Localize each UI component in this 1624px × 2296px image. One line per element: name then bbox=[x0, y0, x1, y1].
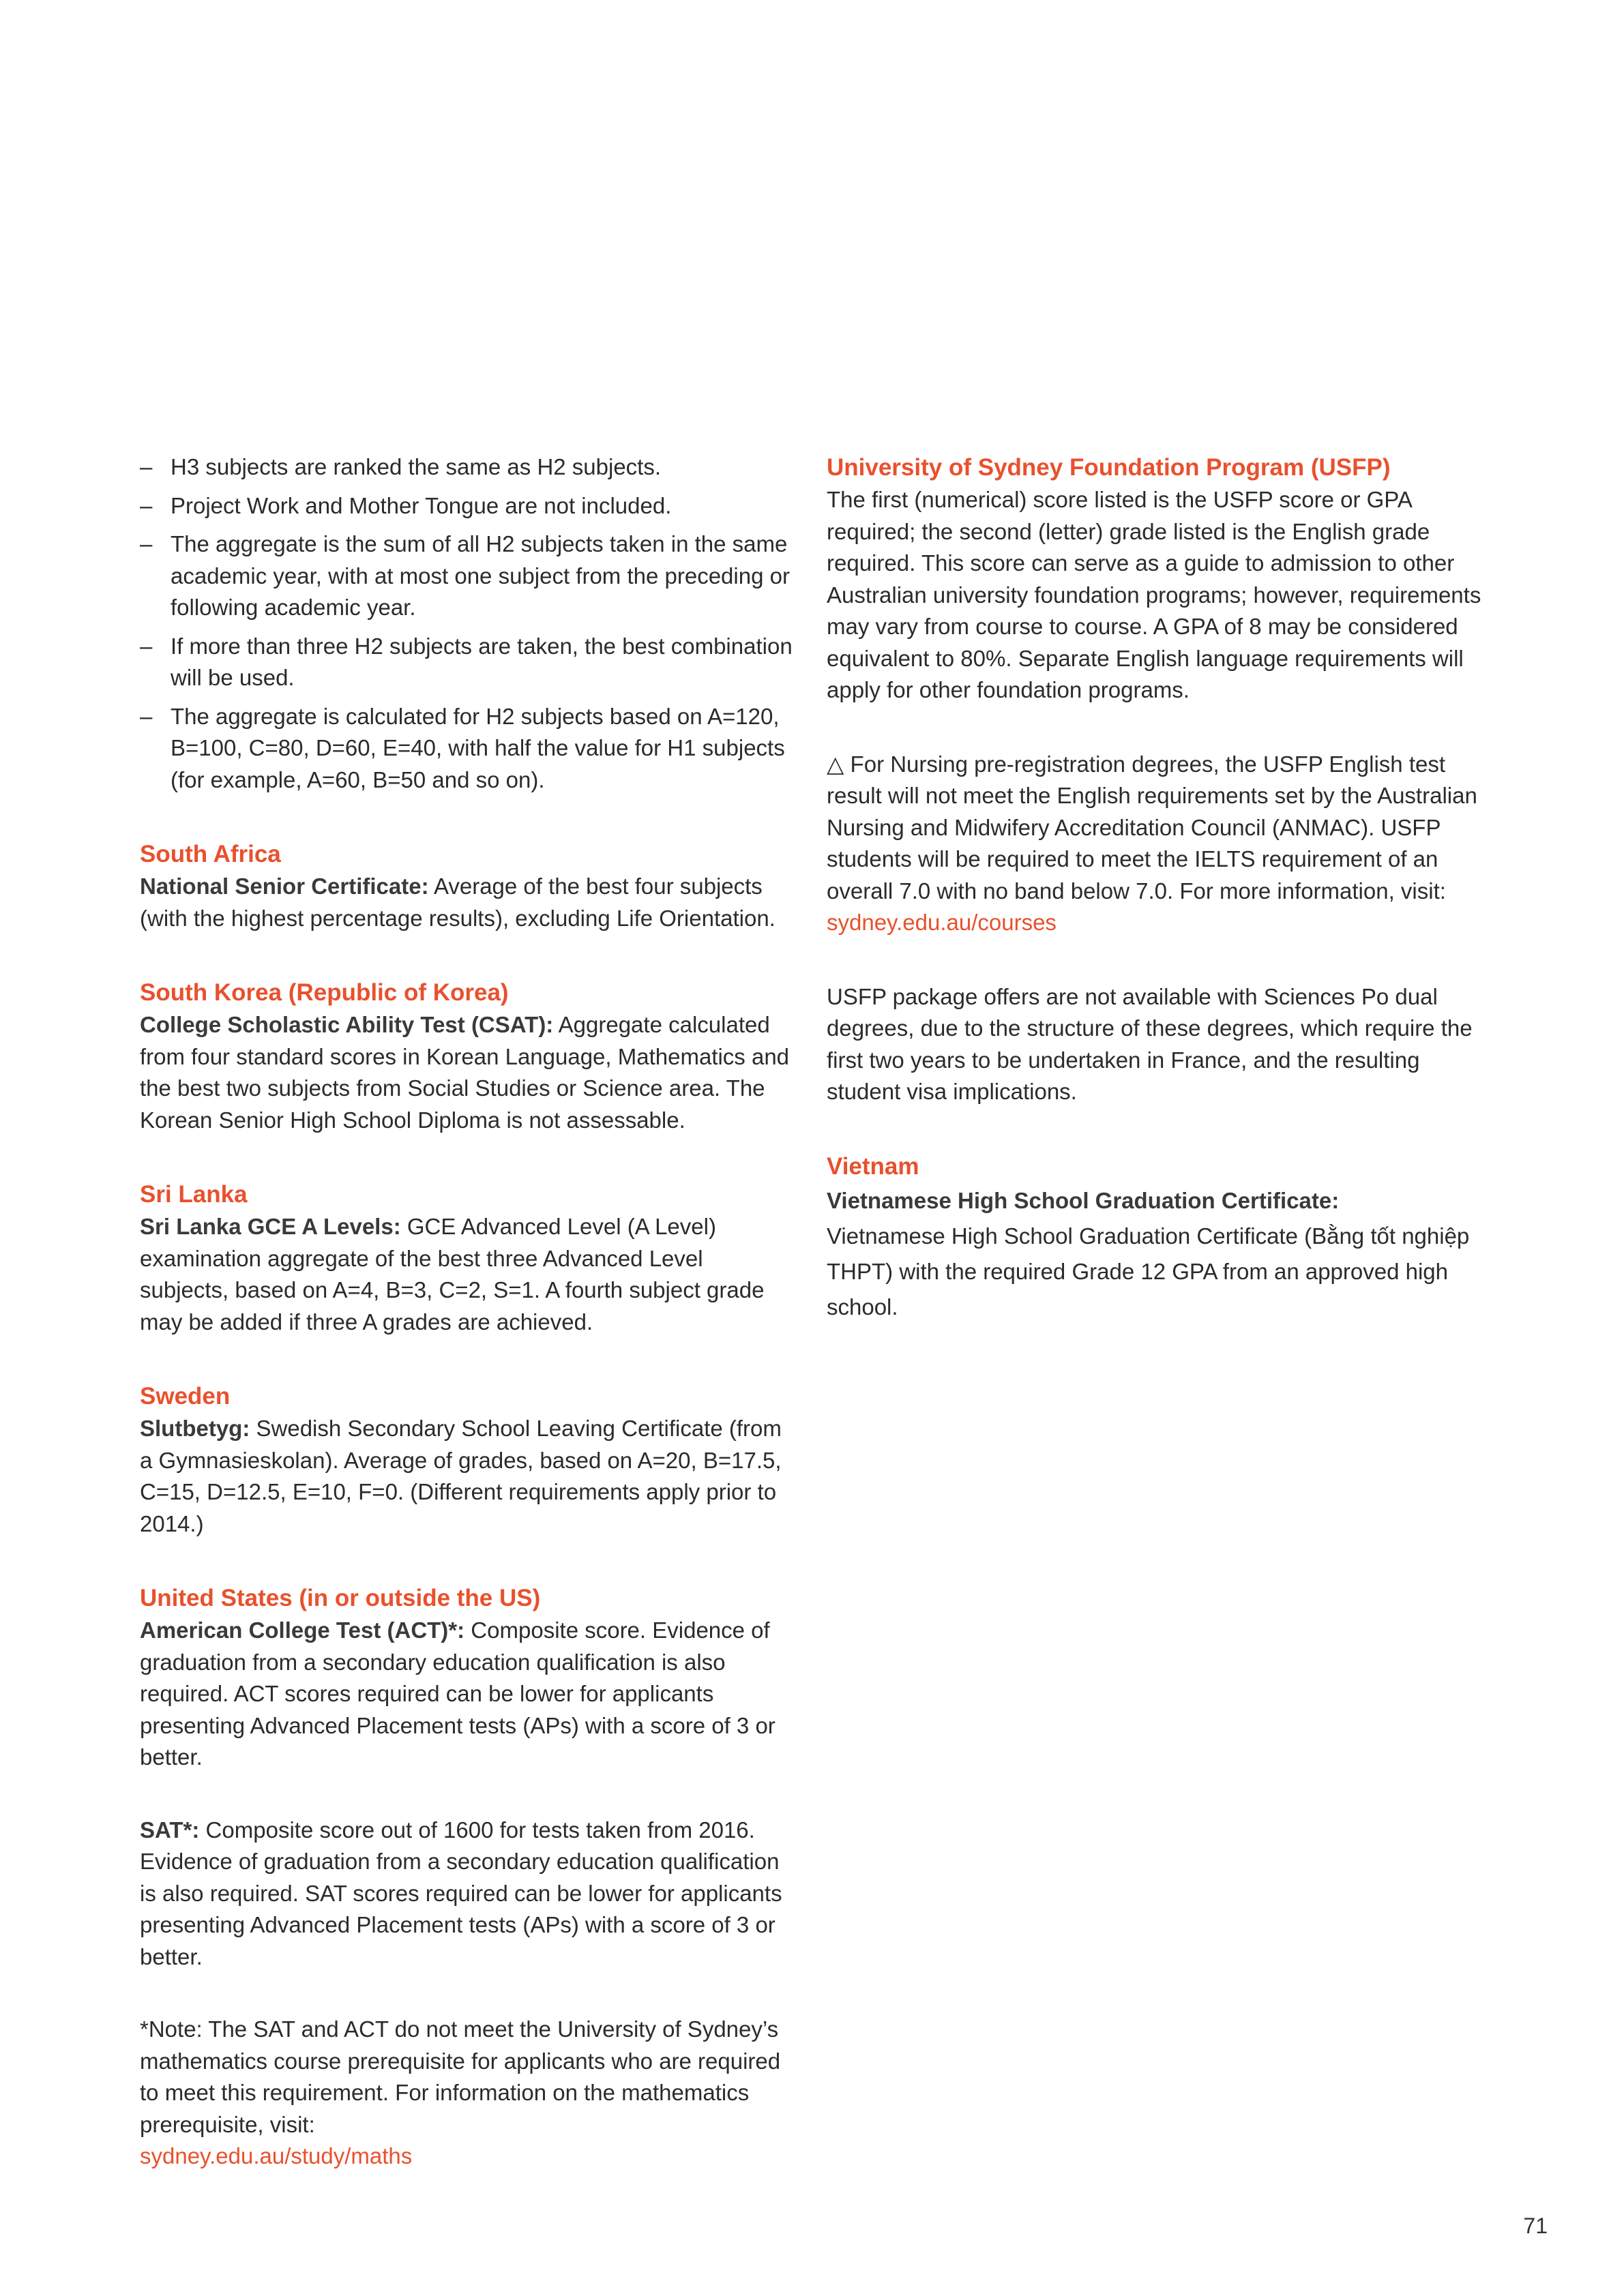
vietnam-lead: Vietnamese High School Graduation Certificate: bbox=[827, 1187, 1340, 1213]
section-sweden bbox=[140, 1380, 795, 1540]
heading-sri-lanka: Sri Lanka bbox=[140, 1181, 248, 1208]
sri-lanka-body: Sri Lanka GCE A Levels: GCE Advanced Level (A Level) examination aggregate of the best three Advanced Level subjects, based on A=4, B=3, C=2, S=1. A fourth subject grade may be added if three A grades are achieved. bbox=[140, 1214, 765, 1335]
list-item: – The aggregate is calculated for H2 subjects based on A=120, B=100, C=80, D=60, E=40, with half the value for H1 subjects (for example, A=60, B=50 and so on). bbox=[140, 701, 795, 796]
heading-united-states: United States (in or outside the US) bbox=[140, 1585, 541, 1611]
act-body: American College Test (ACT)*: Composite score. Evidence of graduation from a secondary education qualification is also required. ACT scores required can be lower for applicants presenting Advanced Placement tests (APs) with a score of 3 or better. bbox=[140, 1617, 776, 1770]
right-column bbox=[827, 451, 1492, 1325]
sat-act-note: *Note: The SAT and ACT do not meet the University of Sydney’s mathematics course prerequisite for applicants who are required to meet this requirement. For information on the mathematics prerequisite, visit: sydney.edu.au/study/maths bbox=[140, 2016, 781, 2168]
usfp-body: The first (numerical) score listed is the USFP score or GPA required; the second (letter) grade listed is the English grade required. This score can serve as a guide to admission to other Australian university foundation programs; however, requirements may vary from course to course. A GPA of 8 may be considered equivalent to 80%. Separate English language requirements will apply for other foundation programs. bbox=[827, 487, 1481, 702]
sweden-body: Slutbetyg: Swedish Secondary School Leaving Certificate (from a Gymnasieskolan). Average of grades, based on A=20, B=17.5, C=15, D=12.5, E=10, F=0. (Different requirements apply prior to 2014.) bbox=[140, 1416, 782, 1536]
maths-prerequisite-link[interactable]: sydney.edu.au/study/maths bbox=[140, 2143, 413, 2168]
heading-vietnam: Vietnam bbox=[827, 1152, 919, 1180]
heading-usfp: University of Sydney Foundation Program (USFP) bbox=[827, 454, 1391, 481]
list-item: – The aggregate is the sum of all H2 subjects taken in the same academic year, with at most one subject from the preceding or following academic year. bbox=[140, 528, 795, 624]
dash-bullet: – bbox=[140, 492, 153, 518]
section-sri-lanka bbox=[140, 1178, 795, 1338]
sat-body: SAT*: Composite score out of 1600 for tests taken from 2016. Evidence of graduation from a secondary education qualification is also required. SAT scores required can be lower for applicants presenting Advanced Placement tests (APs) with a score of 3 or better. bbox=[140, 1817, 782, 1969]
section-usfp bbox=[827, 451, 1492, 1108]
h2-rules-list bbox=[140, 451, 795, 796]
list-item: – Project Work and Mother Tongue are not included. bbox=[140, 490, 795, 522]
list-item: – H3 subjects are ranked the same as H2 subjects. bbox=[140, 451, 795, 483]
dash-bullet: – bbox=[140, 633, 153, 659]
south-korea-body: College Scholastic Ability Test (CSAT): Aggregate calculated from four standard scores in Korean Language, Mathematics and the best two subjects from Social Studies or Science area. The Korean Senior High School Diploma is not assessable. bbox=[140, 1012, 790, 1133]
triangle-icon: △ bbox=[827, 751, 844, 777]
dash-bullet: – bbox=[140, 703, 153, 729]
dash-bullet: – bbox=[140, 531, 153, 556]
list-item: – If more than three H2 subjects are taken, the best combination will be used. bbox=[140, 631, 795, 694]
heading-sweden: Sweden bbox=[140, 1383, 231, 1410]
south-africa-body: National Senior Certificate: Average of the best four subjects (with the highest percentage results), excluding Life Orientation. bbox=[140, 874, 776, 931]
usfp-nursing-note: △ For Nursing pre-registration degrees, the USFP English test result will not meet the English requirements set by the Australian Nursing and Midwifery Accreditation Council (ANMAC). USFP students will be required to meet the IELTS requirement of an overall 7.0 with no band below 7.0. For more information, visit: sydney.edu.au/courses bbox=[827, 751, 1477, 935]
section-vietnam bbox=[827, 1150, 1492, 1325]
usfp-package-note: USFP package offers are not available with Sciences Po dual degrees, due to the structure of these degrees, which require the first two years to be undertaken in France, and the resulting student visa implications. bbox=[827, 983, 1473, 1104]
heading-south-africa: South Africa bbox=[140, 841, 281, 867]
section-south-korea bbox=[140, 976, 795, 1136]
left-column bbox=[140, 451, 795, 2173]
section-united-states bbox=[140, 1582, 795, 2173]
heading-south-korea: South Korea (Republic of Korea) bbox=[140, 979, 509, 1006]
page-number: 71 bbox=[1523, 2213, 1548, 2238]
section-south-africa bbox=[140, 838, 795, 934]
courses-link[interactable]: sydney.edu.au/courses bbox=[827, 910, 1057, 935]
dash-bullet: – bbox=[140, 454, 153, 479]
vietnam-body: Vietnamese High School Graduation Certificate (Bằng tốt nghiệp THPT) with the required Grade 12 GPA from an approved high school. bbox=[827, 1223, 1470, 1320]
